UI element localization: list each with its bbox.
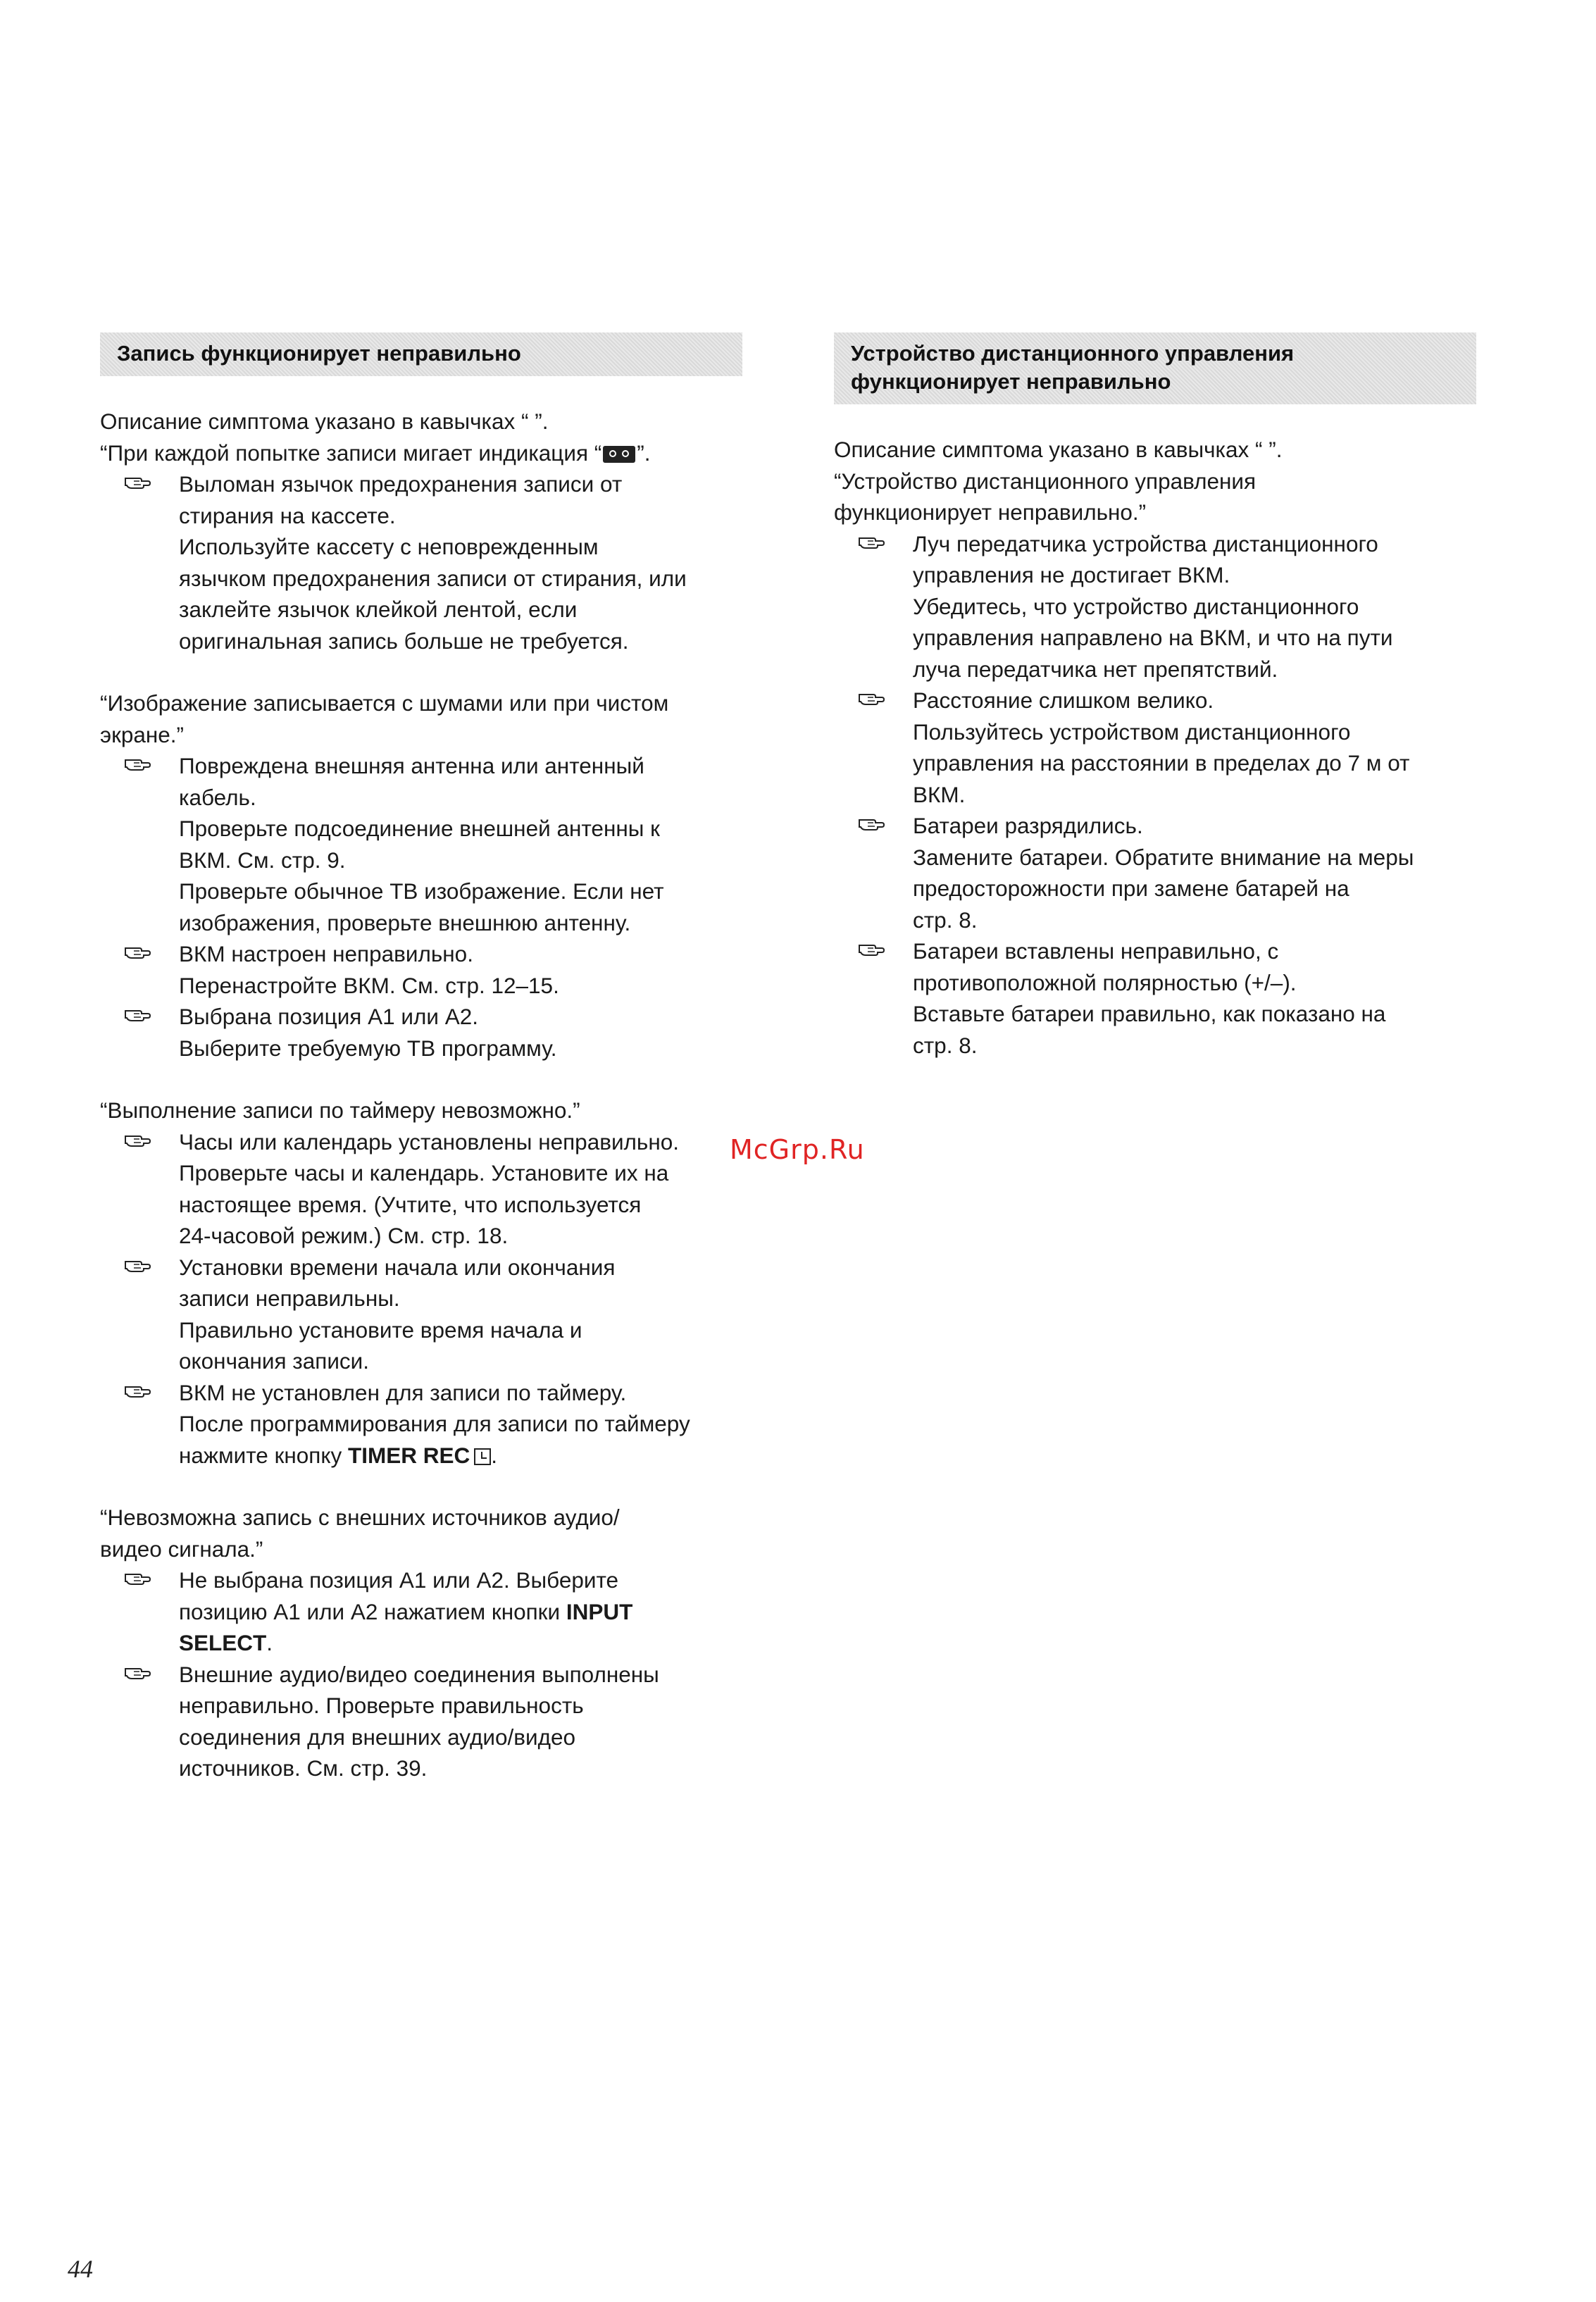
line: нажмите кнопку TIMER REC . <box>179 1442 497 1468</box>
list-item <box>834 528 1510 685</box>
left-column <box>100 332 776 1784</box>
line: Установки времени начала или окончания <box>179 1254 616 1280</box>
line: Повреждена внешняя антенна или антенный <box>179 753 644 778</box>
line: Луч передатчика устройства дистанционного <box>913 530 1378 556</box>
pointing-hand-icon <box>124 1005 152 1024</box>
list-item <box>100 750 776 938</box>
input-button-label: INPUT <box>566 1598 633 1624</box>
line: управления не достигает ВКМ. <box>913 562 1230 587</box>
pointing-hand-icon <box>124 1569 152 1587</box>
right-column <box>834 332 1510 1061</box>
list-item <box>100 468 776 657</box>
line: управления направлено на ВКМ, и что на пути <box>913 625 1393 650</box>
line: записи неправильны. <box>179 1286 400 1311</box>
line: SELECT. <box>179 1630 273 1655</box>
pointing-hand-icon <box>858 533 886 551</box>
line: Проверьте часы и календарь. Установите их на <box>179 1160 669 1186</box>
line: настоящее время. (Учтите, что используется <box>179 1191 642 1217</box>
line: После программирования для записи по таймеру <box>179 1411 690 1436</box>
line: оригинальная запись больше не требуется. <box>179 628 629 654</box>
line: Часы или календарь установлены неправильно. <box>179 1128 679 1155</box>
section-heading <box>834 332 1476 404</box>
timer-section <box>100 1095 776 1471</box>
pointing-hand-icon <box>124 1381 152 1400</box>
list-item <box>100 1126 776 1252</box>
symptom-text: “Изображение записывается с шумами или при чистом <box>100 690 669 716</box>
select-button-label: SELECT <box>179 1630 267 1655</box>
symptom-text: “При каждой попытке записи мигает индикация “ ”. <box>100 440 651 466</box>
list-item <box>100 1377 776 1472</box>
symptom-text: функционирует неправильно.” <box>834 499 1147 525</box>
line: язычком предохранения записи от стирания, или <box>179 565 687 591</box>
line: позицию А1 или А2 нажатием кнопки INPUT <box>179 1598 633 1624</box>
intro-text: Описание симптома указано в кавычках “ ”. <box>834 437 1283 462</box>
section-heading: Запись функционирует неправильно <box>100 332 742 376</box>
symptom-text: “Устройство дистанционного управления <box>834 468 1257 494</box>
intro-text: Описание симптома указано в кавычках “ ”. <box>100 409 549 434</box>
line: соединения для внешних аудио/видео <box>179 1724 575 1750</box>
line: стр. 8. <box>913 1032 978 1058</box>
list-item <box>100 938 776 1001</box>
line: кабель. <box>179 784 256 810</box>
page-number: 44 <box>68 2255 93 2283</box>
pointing-hand-icon <box>858 689 886 707</box>
line: Перенастройте ВКМ. См. стр. 12–15. <box>179 972 559 998</box>
pointing-hand-icon <box>124 473 152 491</box>
noise-section <box>100 688 776 1064</box>
line: управления на расстоянии в пределах до 7 м от <box>913 750 1410 776</box>
line: изображения, проверьте внешнюю антенну. <box>179 909 631 935</box>
line: 24-часовой режим.) См. стр. 18. <box>179 1223 509 1248</box>
line: Расстояние слишком велико. <box>913 688 1214 713</box>
line: Внешние аудио/видео соединения выполнены <box>179 1661 659 1687</box>
line: Правильно установите время начала и <box>179 1317 582 1343</box>
line: ВКМ настроен неправильно. <box>179 941 473 966</box>
heading-line: Устройство дистанционного управления <box>851 341 1295 366</box>
timer-icon <box>474 1448 491 1465</box>
line: Проверьте обычное ТВ изображение. Если нет <box>179 878 664 904</box>
list-item <box>100 1659 776 1784</box>
external-source-section <box>100 1502 776 1784</box>
pointing-hand-icon <box>124 754 152 773</box>
line: Выбрана позиция А1 или А2. <box>179 1004 478 1029</box>
list-item <box>100 1564 776 1659</box>
symptom-text: “Выполнение записи по таймеру невозможно.” <box>100 1097 580 1123</box>
list-item <box>834 935 1510 1061</box>
recording-section <box>100 406 776 657</box>
remote-section <box>834 434 1510 1061</box>
line: противоположной полярностью (+/–). <box>913 969 1297 995</box>
pointing-hand-icon <box>858 940 886 958</box>
line: стирания на кассете. <box>179 502 396 528</box>
pointing-hand-icon <box>124 1256 152 1274</box>
line: Проверьте подсоединение внешней антенны к <box>179 816 660 841</box>
line: Выломан язычок предохранения записи от <box>179 471 623 497</box>
line: Убедитесь, что устройство дистанционного <box>913 593 1359 619</box>
line: луча передатчика нет препятствий. <box>913 656 1278 682</box>
line: окончания записи. <box>179 1348 370 1374</box>
pointing-hand-icon <box>124 942 152 961</box>
line: Не выбрана позиция А1 или А2. Выберите <box>179 1567 619 1593</box>
watermark: McGrp.Ru <box>730 1134 865 1165</box>
symptom-text: “Невозможна запись с внешних источников аудио/ <box>100 1505 620 1530</box>
line: Батареи вставлены неправильно, с <box>913 938 1279 964</box>
list-item <box>100 1252 776 1377</box>
line: Используйте кассету с неповрежденным <box>179 534 599 559</box>
line: Замените батареи. Обратите внимание на меры <box>913 844 1414 870</box>
heading-line: функционирует неправильно <box>851 369 1171 394</box>
cassette-indicator-icon <box>603 446 635 463</box>
pointing-hand-icon <box>124 1663 152 1681</box>
line: Выберите требуемую ТВ программу. <box>179 1035 557 1061</box>
list-item <box>834 810 1510 935</box>
line: ВКМ не установлен для записи по таймеру. <box>179 1379 627 1405</box>
pointing-hand-icon <box>124 1131 152 1149</box>
line: предосторожности при замене батарей на <box>913 876 1349 901</box>
line: заклейте язычок клейкой лентой, если <box>179 597 578 622</box>
symptom-text: экране.” <box>100 721 185 747</box>
symptom-text: видео сигнала.” <box>100 1536 263 1562</box>
timer-rec-button-label: TIMER REC <box>347 1442 470 1468</box>
line: Батареи разрядились. <box>913 813 1143 838</box>
line: неправильно. Проверьте правильность <box>179 1693 584 1718</box>
line: ВКМ. См. стр. 9. <box>179 847 346 873</box>
line: стр. 8. <box>913 907 978 933</box>
list-item <box>100 1001 776 1064</box>
list-item <box>834 685 1510 810</box>
line: Пользуйтесь устройством дистанционного <box>913 718 1351 745</box>
line: ВКМ. <box>913 781 966 807</box>
line: источников. См. стр. 39. <box>179 1755 428 1781</box>
line: Вставьте батареи правильно, как показано на <box>913 1001 1386 1026</box>
pointing-hand-icon <box>858 814 886 833</box>
